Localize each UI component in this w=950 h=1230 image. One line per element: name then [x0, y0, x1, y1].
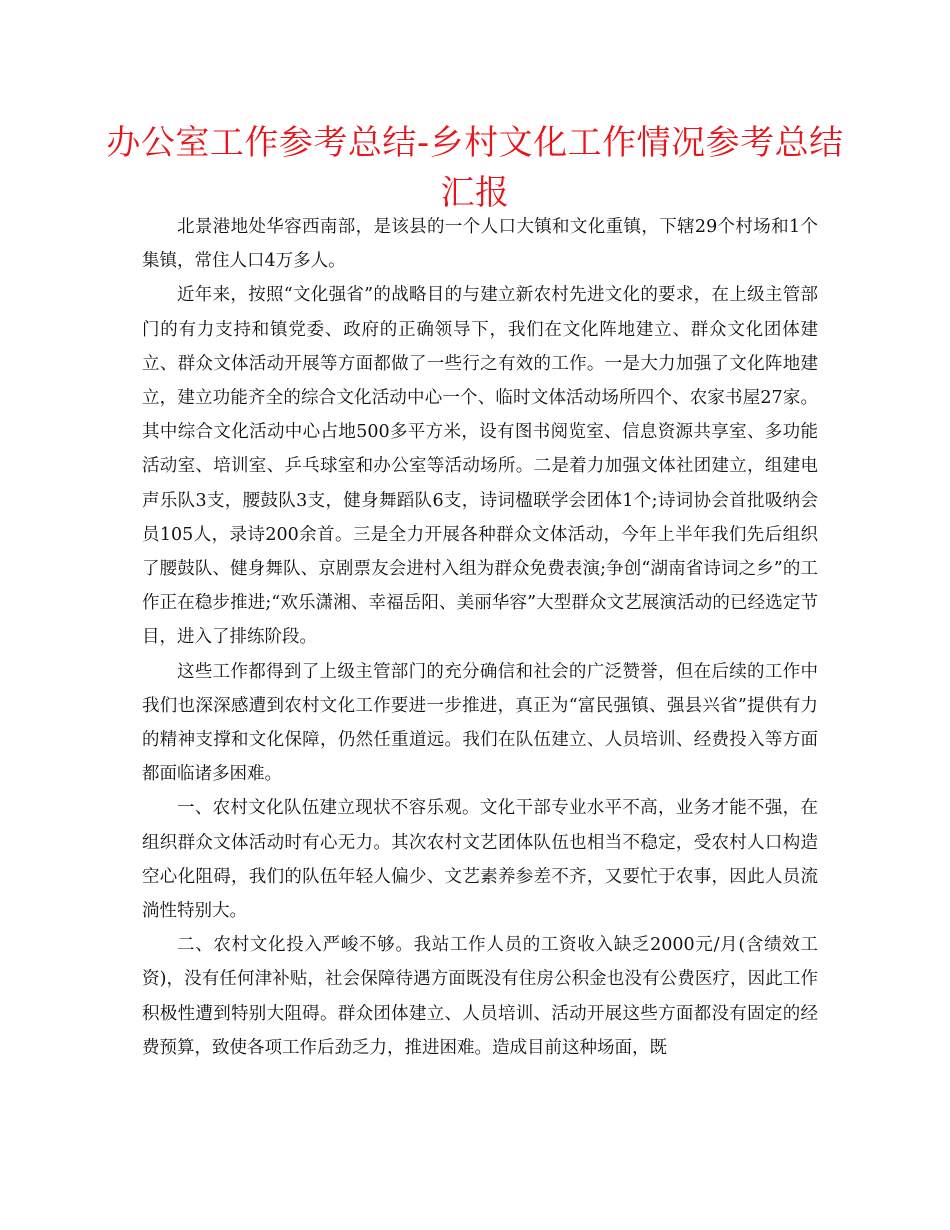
- paragraph-achievements: 近年来，按照“文化强省”的战略目的与建立新农村先进文化的要求，在上级主管部门的有力支持和镇党委、政府的正确领导下，我们在文化阵地建立、群众文化团体建立、群众文体活动开展等方面都做了一些行之有效的工作。一是大力加强了文化阵地建立，建立功能齐全的综合文化活动中心一个、临时文体活动场所四个、农家书屋27家。其中综合文化活动中心占地500多平方米，设有图书阅览室、信息资源共享室、多功能活动室、培训室、乒乓球室和办公室等活动场所。二是着力加强文体社团建立，组建电声乐队3支，腰鼓队3支，健身舞蹈队6支，诗词楹联学会团体1个;诗词协会首批吸纳会员105人，录诗200余首。三是全力开展各种群众文体活动，今年上半年我们先后组织了腰鼓队、健身舞队、京剧票友会进村入组为群众免费表演;争创“湖南省诗词之乡”的工作正在稳步推进;“欢乐潇湘、幸福岳阳、美丽华容”大型群众文艺展演活动的已经选定节目，进入了排练阶段。: [142, 285, 818, 648]
- document-body: [142, 210, 818, 1065]
- paragraph-issue-funding: 二、农村文化投入严峻不够。我站工作人员的工资收入缺乏2000元/月(含绩效工资)，没有任何津补贴，社会保障待遇方面既没有住房公积金也没有公费医疗，因此工作积极性遭到特别大阻碍。群众团体建立、人员培训、活动开展这些方面都没有固定的经费预算，致使各项工作后劲乏力，推进困难。造成目前这种场面，既: [142, 935, 818, 1058]
- document-title: 办公室工作参考总结-乡村文化工作情况参考总结汇报: [106, 123, 844, 213]
- paragraph-intro: 北景港地处华容西南部，是该县的一个人口大镇和文化重镇，下辖29个村场和1个集镇，常住人口4万多人。: [142, 217, 818, 272]
- paragraph-issue-team: 一、农村文化队伍建立现状不容乐观。文化干部专业水平不高，业务才能不强，在组织群众文体活动时有心无力。其次农村文艺团体队伍也相当不稳定，受农村人口构造空心化阻碍，我们的队伍年轻人偏少、文艺素养参差不齐，又要忙于农事，因此人员流淌性特别大。: [142, 798, 818, 922]
- paragraph-challenges: 这些工作都得到了上级主管部门的充分确信和社会的广泛赞誉，但在后续的工作中我们也深深感遭到农村文化工作要进一步推进，真正为“富民强镇、强县兴省”提供有力的精神支撑和文化保障，仍然任重道远。我们在队伍建立、人员培训、经费投入等方面都面临诸多困难。: [142, 661, 818, 785]
